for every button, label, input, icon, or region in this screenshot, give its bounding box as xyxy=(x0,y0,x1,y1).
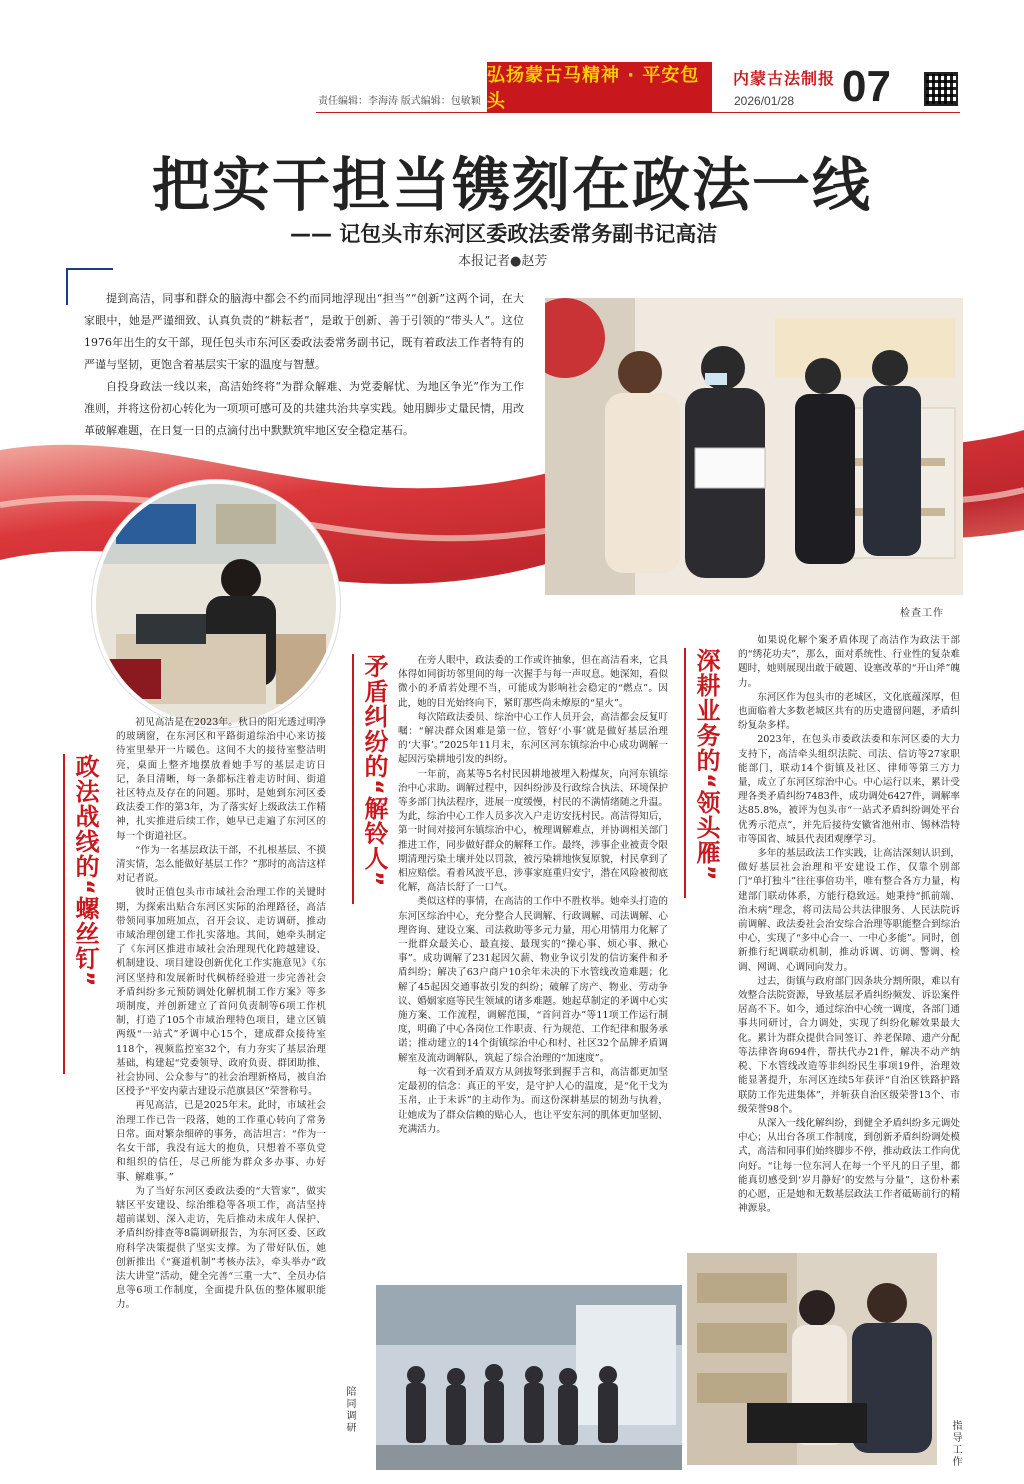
body-paragraph: 为了当好东河区委政法委的“大管家”，做实辖区平安建设、综治维稳等各项工作，高洁坚持超前谋划、深入走访，先后推动未成年人保护、矛盾纠纷排查等8篇调研报告，为东河区委、区政府科学决策提供了坚实支撑。为了带好队伍，她创新推出《“赛道机制”考核办法》，牵头举办“政法大讲堂”活动，健全完善“三重一大”、全员办信息等6项工作制度，全面提升队伍的整体履职能力。 xyxy=(116,1185,326,1311)
body-paragraph: 彼时正值包头市市域社会治理工作的关键时期，为探索出贴合东河区实际的治理路径，高洁带领同事加班加点，召开会议、走访调研，推动市域治理创建工作扎实落地。其间，她牵头制定了《东河区推进市域社会治理现代化跨越建设、机制建设、项目建设创新优化工作实施意见》《东河区坚持和发展新时代枫桥经验进一步完善社会矛盾纠纷多元预防调处化解机制工作方案》等多项制度，并创新建立了首问负责制等6项工作机制，打造了105个市域治理特色项目，建立区镇两级“一站式”矛调中心15个，建成群众接待室118个，视频监控室32个，有力夯实了基层治理基础，构建起“党委领导、政府负责、群团助推、社会协同、公众参与”的社会治理新格局，被自治区授予“平安内蒙古建设示范旗县区”荣誉称号。 xyxy=(116,887,326,1098)
section-heading: 深耕业务的“领头雁” xyxy=(684,648,724,898)
section-heading: 矛盾纠纷的“解铃人” xyxy=(352,654,392,904)
body-paragraph: 从深入一线化解纠纷，到健全矛盾纠纷多元调处中心；从出台各项工作制度，到创新矛盾纠纷调处模式，高洁和同事们始终脚步不停，推动政法工作向优向好。“让每一位东河人在每一个平凡的日子里，都能真切感受到‘岁月静好’的安然与分量”，这份朴素的心愿，正是她和无数基层政法工作者砥砺前行的精神源泉。 xyxy=(738,1117,960,1215)
body-paragraph: 每次陪政法委员、综治中心工作人员开会，高洁都会反复叮嘱：“解决群众困难是第一位，管好‘小事’就是做好基层治理的‘大事’。”2025年11月末，东河区河东镇综治中心成功调解一起因污染耕地引发的纠纷。 xyxy=(398,711,668,766)
body-paragraph: 东河区作为包头市的老城区，文化底蕴深厚，但也面临着大多数老城区共有的历史遗留问题，矛盾纠纷复杂多样。 xyxy=(738,691,960,732)
section-heading: 政法战线的“螺丝钉” xyxy=(63,754,103,1074)
editors-line: 责任编辑：李海涛 版式编辑：包敏颖 xyxy=(318,96,481,107)
page-number: 07 xyxy=(842,62,891,111)
body-paragraph: “作为一名基层政法干部，不扎根基层、不摸清实情，怎么能做好基层工作？”那时的高洁这样对记者说。 xyxy=(116,844,326,885)
photo-research xyxy=(376,1285,682,1470)
body-paragraph: 多年的基层政法工作实践，让高洁深刻认识到，做好基层社会治理和平安建设工作，仅靠个别部门“单打独斗”往往事倍功半，唯有整合各方力量，构建部门联动体系，方能行稳致远。她秉持“抓前端、治未病”理念，将司法局公共法律服务、人民法院诉前调解、政法委社会治安综合治理等职能整合到综治中心，实现了“多中心合一、一中心多能”。同时，创新推行纪调联动机制，推动诉调、访调、警调、检调、网调、心调同向发力。 xyxy=(738,848,960,973)
intro-paragraph: 自投身政法一线以来，高洁始终将“为群众解难、为党委解忧、为地区争光”作为工作准则，并将这份初心转化为一项项可感可及的共建共治共享实践。她用脚步丈量民情，用改革破解难题，在日复一日的点滴付出中默默筑牢地区安全稳定基石。 xyxy=(84,380,524,437)
article-column-2 xyxy=(398,654,668,1137)
body-paragraph: 再见高洁，已是2025年末。此时，市域社会治理工作已告一段落，她的工作重心转向了常务日常。面对繁杂细碎的事务，高洁坦言：“作为一名女干部，我没有远大的抱负，只想着不辜负党和组织的信任，尽己所能为群众多办事、办好事、解难事。” xyxy=(116,1100,326,1183)
article-column-3 xyxy=(738,634,960,1216)
intro-paragraph: 提到高洁，同事和群众的脑海中都会不约而同地浮现出“担当”“创新”这两个词，在大家眼中，她是严谨细致、认真负责的“耕耘者”，是敢于创新、善于引领的“带头人”。这位1976年出生的女干部，现任包头市东河区委政法委常务副书记，既有着政法工作者特有的严谨与坚韧，更饱含着基层实干家的温度与智慧。 xyxy=(84,292,524,371)
photo-guidance xyxy=(687,1253,937,1465)
qr-code-icon xyxy=(924,72,958,106)
body-paragraph: 过去，街镇与政府部门因条块分割所限，难以有效整合法院资源，导致基层矛盾纠纷频发、诉讼案件居高不下。如今，通过综治中心统一调度，各部门通事共同研讨，合力调处，实现了纠纷化解效果最大化。累计为群众提供合同签订、养老保障、遗产分配等法律咨询694件，帮扶代办21件，解决不动产纳税、下水管线改造等非纠纷民生事项19件，治理效能显著提升，东河区连续5年获评“自治区铁路护路联防工作先进集体”，并斩获自治区级荣誉13个、市级荣誉98个。 xyxy=(738,975,960,1115)
body-paragraph: 在旁人眼中，政法委的工作或许抽象，但在高洁看来，它具体得如同街坊邻里间的每一次握手与每一声叹息。她深知，看似微小的矛盾若处理不当，可能成为影响社会稳定的“燃点”。因此，她的目光始终向下，紧盯那些尚未燎原的“星火”。 xyxy=(398,655,668,709)
body-paragraph: 类似这样的事情，在高洁的工作中不胜枚举。她牵头打造的东河区综治中心，充分整合人民调解、行政调解、司法调解、心理咨询、建设立案、司法救助等多元力量，用心用情用力化解了一批群众最关心、最直接、最现实的“操心事、烦心事、揪心事”。成功调解了231起因欠薪、物业争议引发的信访案件和矛盾纠纷；解决了63户商户10余年未决的下水管线改造难题；化解了45起因交通事故引发的纠纷；破解了房产、物业、劳动争议、婚姻家庭等民生领域的诸多难题。她起草制定的矛调中心实施方案、工作流程，调解范围，“首问首办”等11项工作运行制度，明确了中心各岗位工作职责、行为规范、工作纪律和服务承诺；推动建立的14个街镇综治中心和村、社区32个品牌矛盾调解室及流动调解队，筑起了综合治理的“加速度”。 xyxy=(398,896,668,1064)
body-paragraph: 初见高洁是在2023年。秋日的阳光透过明净的玻璃窗，在东河区和平路街道综治中心来访接待室里晕开一片暖色。这间不大的接待室整洁明亮，桌面上整齐地摆放着她手写的基层走访日记，条目清晰，每一条都标注着走访时间、街道社区特点及存在的问题。那时，是她到东河区委政法委工作的第3年，为了落实好上级政法工作精神，扎实推进后续工作，她早已走遍了东河区的每一个街道社区。 xyxy=(116,717,326,842)
issue-date: 2026/01/28 xyxy=(734,94,795,108)
article-title: 把实干担当镌刻在政法一线 xyxy=(151,151,872,219)
newspaper-logo: 内蒙古法制报 xyxy=(733,69,836,88)
article-intro xyxy=(84,288,524,442)
article-byline: 本报记者●赵芳 xyxy=(458,254,548,269)
body-paragraph: 每一次看到矛盾双方从剑拔弩张到握手言和，高洁都更加坚定最初的信念：真正的平安，是守护人心的温度，是“化干戈为玉帛，止于未诉”的主动作为。而这份深耕基层的韧劲与执着，让她成为了群众信赖的贴心人，也让平安东河的肌体更加坚韧、充满活力。 xyxy=(398,1066,668,1135)
body-paragraph: 一年前，高某等5名村民因耕地被埋入粉煤灰，向河东镇综治中心求助。调解过程中，因纠纷涉及行政综合执法、环境保护等多部门执法程序，进展一度缓慢，村民的不满情绪随之升温。为此，综治中心工作人员多次入户走访安抚村民。高洁得知后，第一时间对接河东镇综治中心，梳理调解难点，并协调相关部门推进工作，同步做好群众的解释工作。最终，涉事企业被责令限期清理污染土壤并处以罚款，被污染耕地恢复原貌，村民拿到了相应赔偿。看着风波平息，涉事家庭重归安宁，潜在风险被彻底化解，高洁长舒了一口气。 xyxy=(398,768,668,894)
photo-office xyxy=(92,480,340,728)
header-divider xyxy=(316,112,960,113)
article-subtitle: —— 记包头市东河区委政法委常务副书记高洁 xyxy=(290,222,718,246)
caption-inspection: 检查工作 xyxy=(900,608,944,619)
article-column-1 xyxy=(116,716,326,1313)
photo-inspection xyxy=(545,298,963,595)
body-paragraph: 如果说化解个案矛盾体现了高洁作为政法干部的“绣花功夫”，那么，面对系统性、行业性的复杂难题时，她则展现出敢于破题、设塞改革的“开山斧”魄力。 xyxy=(738,635,960,689)
column-banner: 弘扬蒙古马精神 · 平安包头 xyxy=(487,62,712,112)
body-paragraph: 2023年，在包头市委政法委和东河区委的大力支持下，高洁牵头组织法院、司法、信访等27家职能部门，联动14个街镇及社区、律师等第三方力量，成立了东河区综治中心。中心运行以来，累计受理各类矛盾纠纷7483件，成功调处6427件，调解率达85.8%，被评为包头市“一站式矛盾纠纷调处平台优秀示范点”，并先后接待安徽省池州市、锡林浩特市等国省、城县代表团观摩学习。 xyxy=(738,734,960,845)
caption-guidance: 指导工作 xyxy=(950,1420,961,1468)
caption-research: 陪同调研 xyxy=(344,1386,355,1434)
